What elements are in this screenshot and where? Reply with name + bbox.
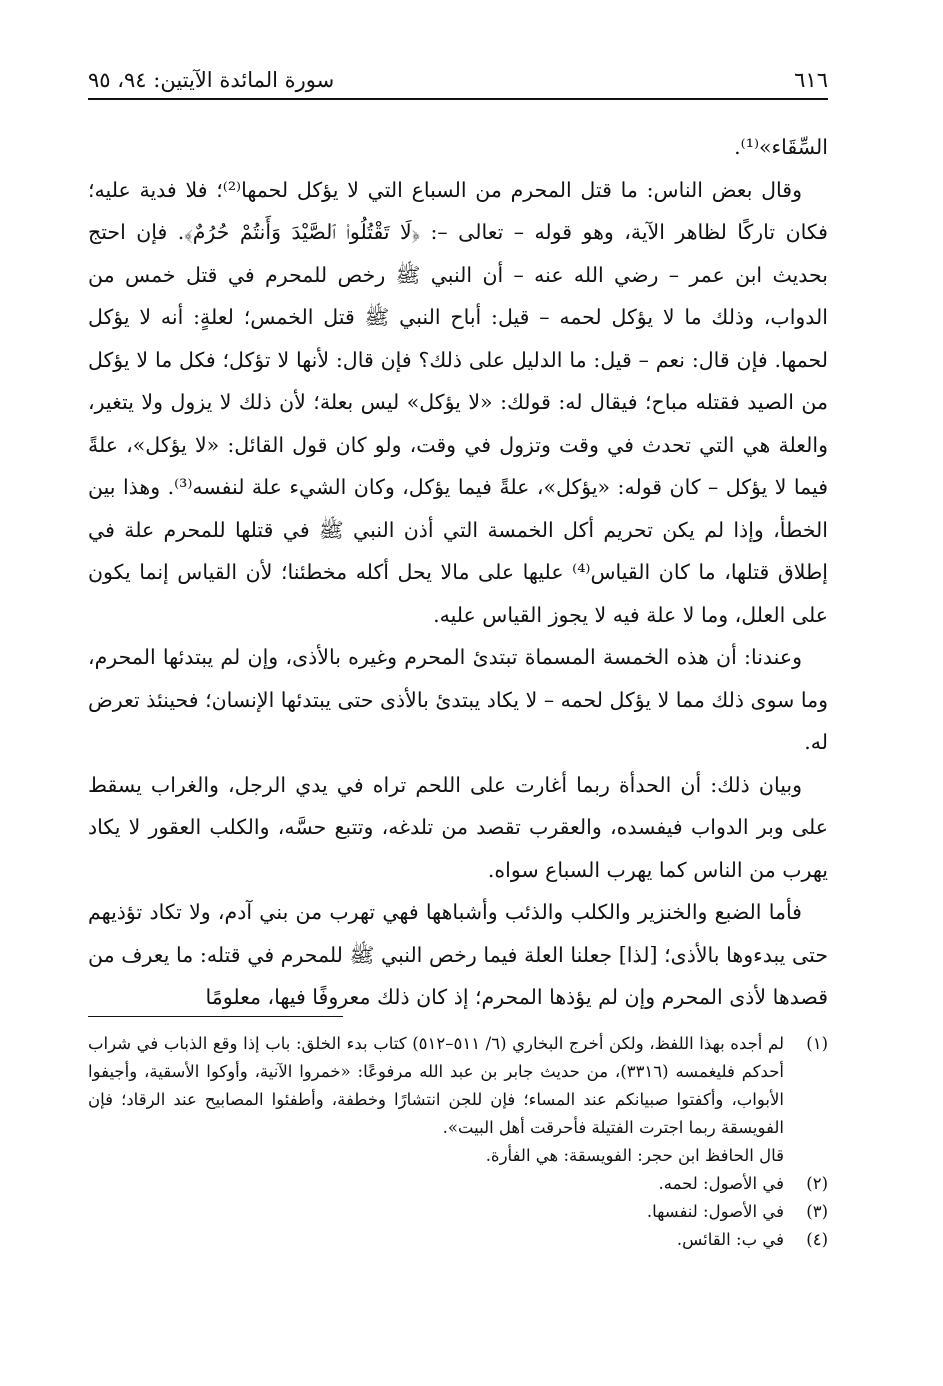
paragraph-continuation: السِّقَاء»⁽¹⁾. — [734, 135, 828, 159]
footnotes — [88, 1030, 828, 1254]
footnote-number: (٢) — [806, 1174, 828, 1193]
header-rule — [88, 98, 828, 100]
footnote — [88, 1198, 828, 1226]
main-text — [88, 126, 828, 1019]
page-number: ٦١٦ — [794, 68, 828, 92]
footnote — [88, 1226, 828, 1254]
footnote — [88, 1170, 828, 1198]
section-title: سورة المائدة الآيتين: ٩٤، ٩٥ — [88, 68, 335, 92]
footnote-text: لم أجده بهذا اللفظ، ولكن أخرج البخاري (٦/ ٥١١–٥١٢) كتاب بدء الخلق: باب إذا وقع الذباب في شراب أحدكم فليغمسه (٣٣١٦)، من حديث جابر بن عبد الله مرفوعًا: «خمروا الآنية، وأوكوا الأسقية، وأجيفوا الأبواب، وأكفتوا صبيانكم عند المساء؛ فإن للجن انتشارًا وخطفة، وأطفئوا المصابيح عند الرقاد؛ فإن الفويسقة ربما اجترت الفتيلة فأحرقت أهل البيت». — [88, 1034, 785, 1137]
paragraph: وعندنا: أن هذه الخمسة المسماة تبتدئ المحرم وغيره بالأذى، وإن لم يبتدئها المحرم، وما سوى ذلك مما لا يؤكل لحمه – لا يكاد يبتدئ بالأذى حتى يبتدئها الإنسان؛ فحينئذ تعرض له. — [88, 645, 828, 754]
footnote-separator — [88, 1016, 343, 1017]
footnote — [88, 1030, 828, 1142]
footnote-text: في الأصول: لحمه. — [658, 1174, 784, 1193]
footnote-number: (٣) — [806, 1202, 828, 1221]
book-page — [88, 58, 828, 1358]
footnote-number: (٤) — [806, 1230, 828, 1249]
footnote-text: في ب: القائس. — [676, 1230, 784, 1249]
paragraph: وبيان ذلك: أن الحدأة ربما أغارت على اللحم تراه في يدي الرجل، والغراب يسقط على وبر الدواب فيفسده، والعقرب تقصد من تلدغه، وتتبع حسَّه، والكلب العقور لا يكاد يهرب من الناس كما يهرب السباع سواه. — [88, 772, 828, 882]
paragraph: وقال بعض الناس: ما قتل المحرم من السباع التي لا يؤكل لحمها⁽²⁾؛ فلا فدية عليه؛ فكان تاركًا لظاهر الآية، وهو قوله – تعالى –: ﴿لَا تَقْتُلُوا۟ ٱلصَّيْدَ وَأَنتُمْ حُرُمٌ﴾. فإن احتج بحديث ابن عمر – رضي الله عنه – أن النبي ﷺ رخص للمحرم في قتل خمس من الدواب، وذلك ما لا يؤكل لحمه – قيل: أباح النبي ﷺ قتل الخمس؛ لعلةٍ: أنه لا يؤكل لحمها. فإن قال: نعم – قيل: ما الدليل على ذلك؟ فإن قال: لأنها لا تؤكل؛ فكل ما لا يؤكل من الصيد فقتله مباح؛ فيقال له: قولك: «لا يؤكل» ليس بعلة؛ لأن ذلك لا يزول ولا يتغير، والعلة هي التي تحدث في وقت وتزول في وقت، ولو كان قول القائل: «لا يؤكل»، علةً فيما لا يؤكل – كان قوله: «يؤكل»، علةً فيما يؤكل، وكان الشيء علة لنفسه⁽³⁾. وهذا بين الخطأ، وإذا لم يكن تحريم أكل الخمسة التي أذن النبي ﷺ في قتلها للمحرم علة في إطلاق قتلها، ما كان القياس⁽⁴⁾ عليها على مالا يحل أكله مخطئنا؛ لأن القياس إنما يكون على العلل، وما لا علة فيه لا يجوز القياس عليه. — [88, 177, 829, 627]
footnote-text: في الأصول: لنفسها. — [646, 1202, 784, 1221]
footnote-number: (١) — [806, 1034, 828, 1053]
paragraph: فأما الضبع والخنزير والكلب والذئب وأشباهها فهي تهرب من بني آدم، ولا تكاد تؤذيهم حتى يبدءوها بالأذى؛ [لذا] جعلنا العلة فيما رخص النبي ﷺ للمحرم في قتله: ما يعرف من قصدها لأذى المحرم وإن لم يؤذها المحرم؛ إذ كان ذلك معروفًا فيها، معلومًا — [88, 900, 828, 1009]
running-head — [88, 58, 828, 92]
footnote-continuation: قال الحافظ ابن حجر: الفويسقة: هي الفأرة. — [485, 1146, 784, 1165]
